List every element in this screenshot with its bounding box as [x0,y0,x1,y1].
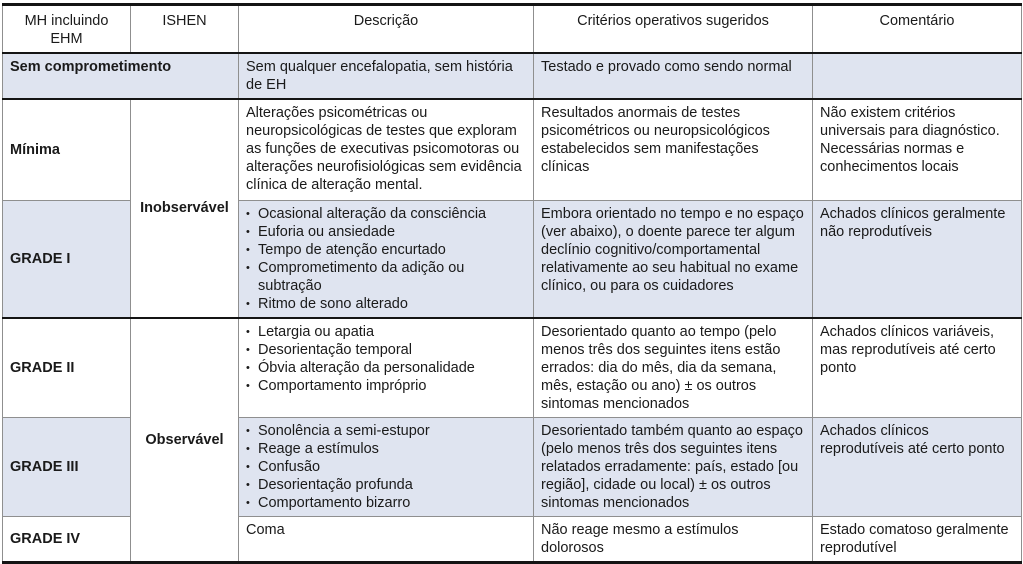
bullet-item [246,323,526,341]
cell-grade-label: Sem comprometimento [3,53,239,99]
bullet-item [246,494,526,512]
cell-comentario: Achados clínicos geralmente não reprodutíveis [813,200,1022,318]
bullet-item [246,422,526,440]
bullet-dot: • [246,343,250,356]
bullet-text: Sonolência a semi-estupor [258,422,430,439]
cell-ishen-observavel: Observável [131,318,239,563]
cell-criterios: Desorientado quanto ao tempo (pelo menos três dos seguintes itens estão errados: dia do mês, dia da semana, mês, estação ou ano) ± os outros sintomas mencionados [534,318,813,418]
cell-grade-label: Mínima [3,99,131,200]
bullet-text: Óbvia alteração da personalidade [258,359,475,376]
bullet-dot: • [246,361,250,374]
bullet-text: Letargia ou apatia [258,323,375,340]
bullet-item [246,359,526,377]
column-header-criterios: Critérios operativos sugeridos [534,5,813,54]
cell-descricao [239,200,534,318]
bullet-dot: • [246,207,250,220]
header-row [3,5,1022,54]
cell-grade-label: GRADE IV [3,516,131,562]
cell-comentario: Estado comatoso geralmente reprodutível [813,516,1022,562]
cell-comentario [813,53,1022,99]
cell-descricao: Alterações psicométricas ou neuropsicológicas de testes que exploram as funções de executivas psicomotoras ou alterações neurofisiológicas sem evidência clínica de alteração mental. [239,99,534,200]
bullet-text: Reage a estímulos [258,440,379,457]
bullet-item [246,341,526,359]
cell-descricao [239,417,534,516]
bullet-item [246,259,526,295]
bullet-dot: • [246,297,250,310]
cell-descricao: Sem qualquer encefalopatia, sem história de EH [239,53,534,99]
cell-criterios: Não reage mesmo a estímulos dolorosos [534,516,813,562]
bullet-item [246,377,526,395]
bullet-dot: • [246,225,250,238]
cell-comentario: Achados clínicos reprodutíveis até certo ponto [813,417,1022,516]
bullet-dot: • [246,379,250,392]
cell-comentario: Não existem critérios universais para diagnóstico. Necessárias normas e conhecimentos locais [813,99,1022,200]
cell-ishen-inobservavel: Inobservável [131,99,239,318]
bullet-text: Tempo de atenção encurtado [258,241,446,258]
table-row-sem-comprometimento [3,53,1022,99]
table-row-minima [3,99,1022,200]
bullet-item [246,295,526,313]
column-header-ishen: ISHEN [131,5,239,54]
bullet-dot: • [246,325,250,338]
bullet-dot: • [246,261,250,274]
bullet-item [246,241,526,259]
cell-grade-label: GRADE I [3,200,131,318]
bullet-text: Comportamento impróprio [258,377,427,394]
bullet-dot: • [246,496,250,509]
cell-criterios: Testado e provado como sendo normal [534,53,813,99]
bullet-item [246,458,526,476]
bullet-text: Euforia ou ansiedade [258,223,396,240]
bullet-dot: • [246,243,250,256]
cell-grade-label: GRADE III [3,417,131,516]
cell-comentario: Achados clínicos variáveis, mas reprodutíveis até certo ponto [813,318,1022,418]
bullet-text: Comportamento bizarro [258,494,411,511]
cell-criterios: Desorientado também quanto ao espaço (pelo menos três dos seguintes itens relatados erradamente: país, estado [ou região], cidade ou local) ± os outros sintomas mencionados [534,417,813,516]
bullet-text: Comprometimento da adição ou subtração [258,259,465,294]
cell-descricao [239,318,534,418]
cell-descricao: Coma [239,516,534,562]
he-grading-table [2,3,1022,564]
bullet-item [246,440,526,458]
bullet-text: Confusão [258,458,321,475]
bullet-item [246,223,526,241]
cell-grade-label: GRADE II [3,318,131,418]
cell-criterios: Resultados anormais de testes psicométricos ou neuropsicológicos estabelecidos sem manifestações clínicas [534,99,813,200]
bullet-item [246,205,526,223]
bullet-text: Ritmo de sono alterado [258,295,408,312]
column-header-descricao: Descrição [239,5,534,54]
bullet-text: Desorientação temporal [258,341,412,358]
column-header-grade: MH incluindo EHM [3,5,131,54]
bullet-dot: • [246,424,250,437]
bullet-text: Ocasional alteração da consciência [258,205,487,222]
cell-criterios: Embora orientado no tempo e no espaço (ver abaixo), o doente parece ter algum declínio cognitivo/comportamental relativamente ao seu habitual no exame clínico, ou para os cuidadores [534,200,813,318]
bullet-item [246,476,526,494]
bullet-dot: • [246,460,250,473]
column-header-comentario: Comentário [813,5,1022,54]
table-row-grade-ii [3,318,1022,418]
bullet-text: Desorientação profunda [258,476,413,493]
bullet-dot: • [246,478,250,491]
bullet-dot: • [246,442,250,455]
